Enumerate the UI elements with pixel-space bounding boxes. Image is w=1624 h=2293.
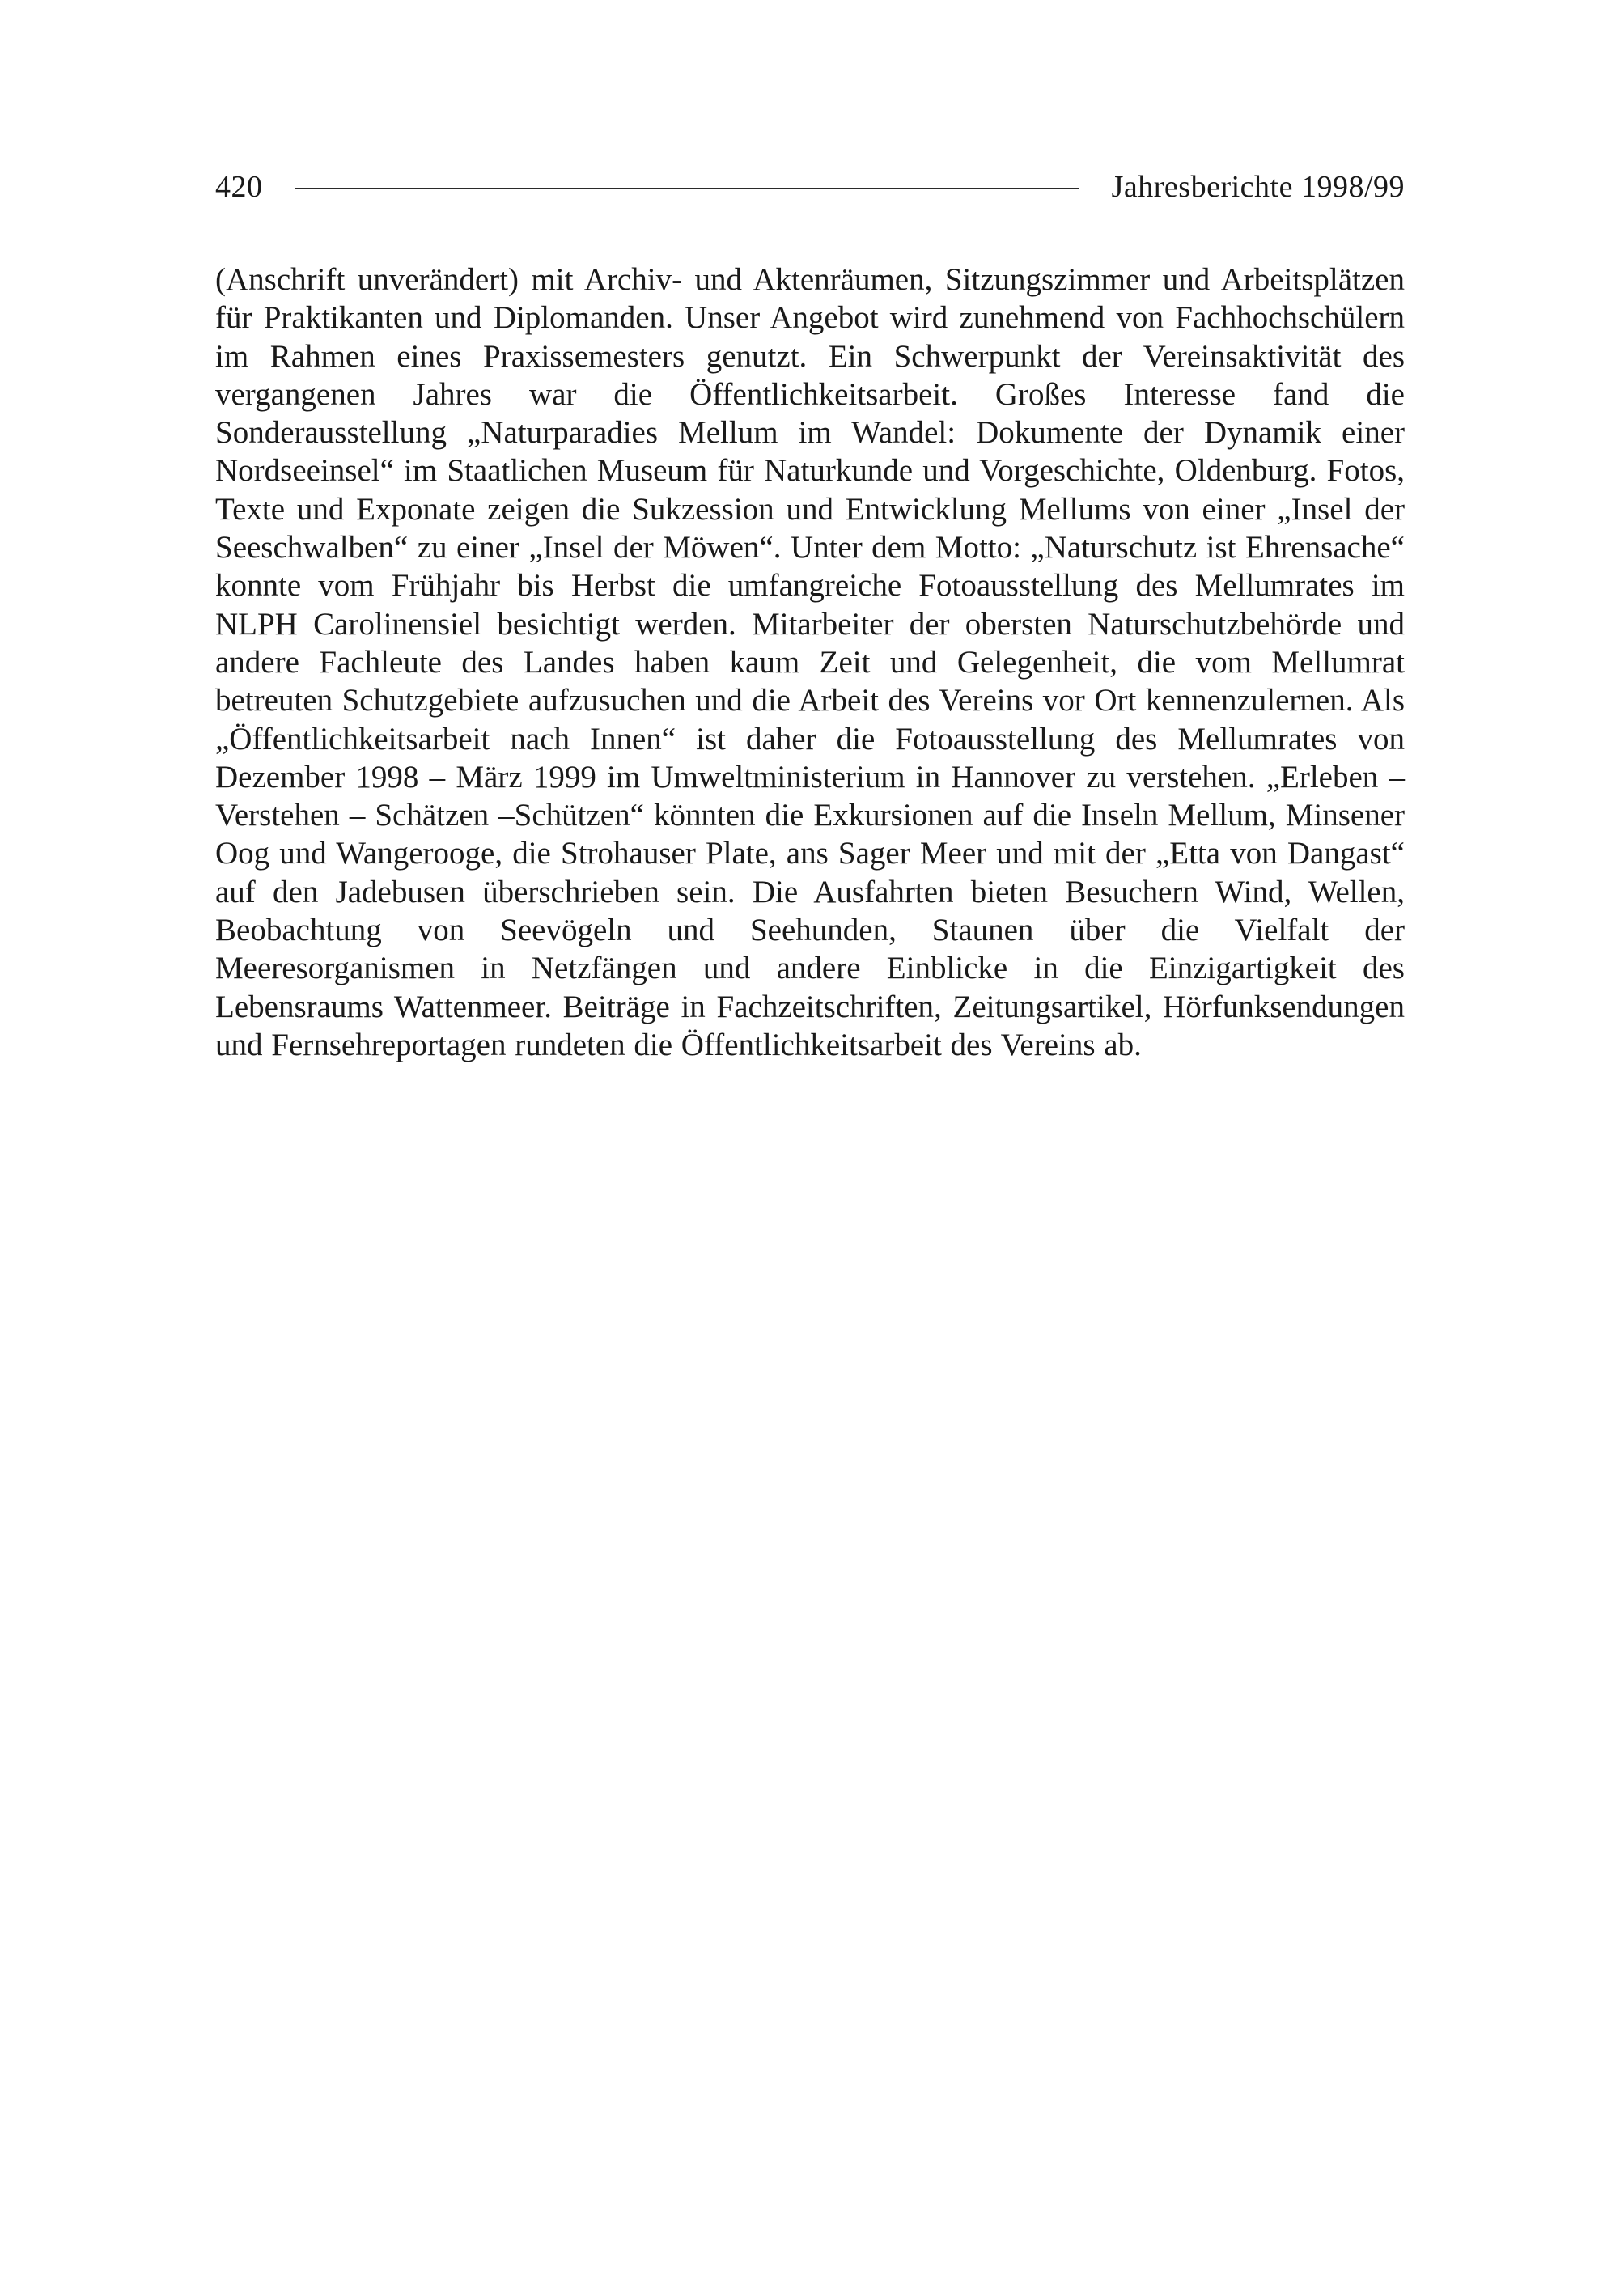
running-head bbox=[215, 164, 1405, 210]
page-number: 420 bbox=[215, 170, 263, 204]
running-title: Jahresberichte 1998/99 bbox=[1111, 170, 1405, 204]
body-paragraph: (Anschrift unverändert) mit Archiv- und Aktenräumen, Sitzungszimmer und Arbeitsplätzen für Praktikanten und Diplomanden. Unser Angebot wird zunehmend von Fachhochschülern im Rahmen eines Praxissemesters genutzt. Ein Schwerpunkt der Vereinsaktivität des vergangenen Jahres war die Öffentlichkeitsarbeit. Großes Interesse fand die Sonderausstellung „Naturparadies Mellum im Wandel: Dokumente der Dynamik einer Nordseeinsel“ im Staatlichen Museum für Naturkunde und Vorgeschichte, Oldenburg. Fotos, Texte und Exponate zeigen die Sukzession und Entwicklung Mellums von einer „Insel der Seeschwalben“ zu einer „Insel der Möwen“. Unter dem Motto: „Naturschutz ist Ehrensache“ konnte vom Frühjahr bis Herbst die umfangreiche Fotoausstellung des Mellumrates im NLPH Carolinensiel besichtigt werden. Mitarbeiter der obersten Naturschutzbehörde und andere Fachleute des Landes haben kaum Zeit und Gelegenheit, die vom Mellumrat betreuten Schutzgebiete aufzusuchen und die Arbeit des Vereins vor Ort kennenzulernen. Als „Öffentlichkeitsarbeit nach Innen“ ist daher die Fotoausstellung des Mellumrates von Dezember 1998 – März 1999 im Umweltministerium in Hannover zu verstehen. „Erleben – Verstehen – Schätzen –Schützen“ könnten die Exkursionen auf die Inseln Mellum, Minsener Oog und Wangerooge, die Strohauser Plate, ans Sager Meer und mit der „Etta von Dangast“ auf den Jadebusen überschrieben sein. Die Ausfahrten bieten Besuchern Wind, Wellen, Beobachtung von Seevögeln und Seehunden, Staunen über die Vielfalt der Meeresorganismen in Netzfängen und andere Einblicke in die Einzigartigkeit des Lebensraums Wattenmeer. Beiträge in Fachzeitschriften, Zeitungsartikel, Hörfunksendungen und Fernsehreportagen rundeten die Öffentlichkeitsarbeit des Vereins ab. bbox=[215, 262, 1405, 1062]
body-text bbox=[215, 261, 1405, 1064]
header-rule bbox=[295, 188, 1079, 189]
